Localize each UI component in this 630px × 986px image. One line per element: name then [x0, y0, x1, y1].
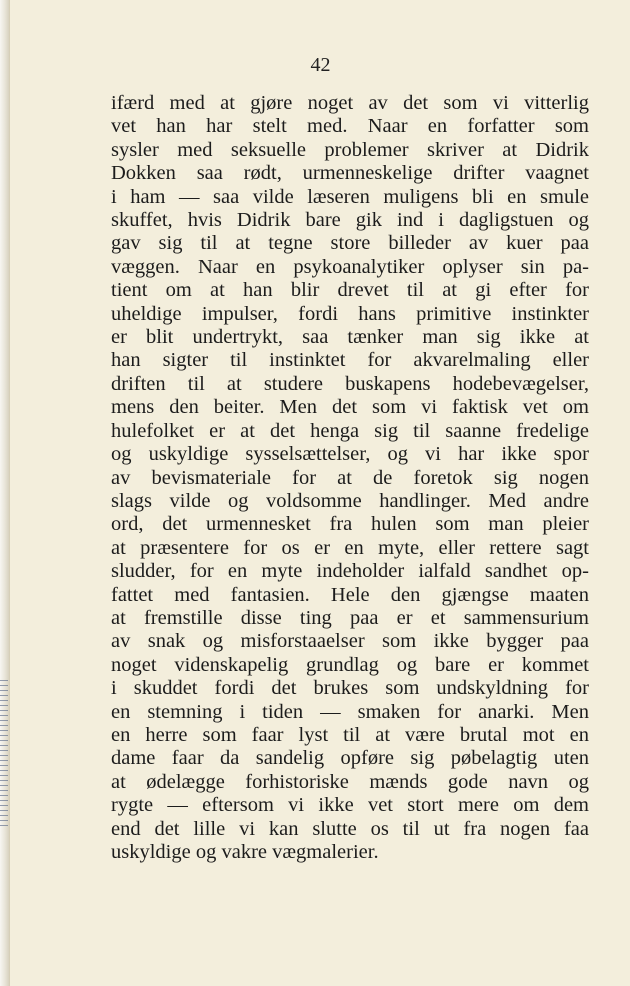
scan-edge-marks	[0, 680, 8, 830]
text-line: gav sig til at tegne store billeder av kuer paa	[111, 232, 589, 255]
text-line: at ødelægge forhistoriske mænds gode navn og	[111, 770, 589, 793]
text-line-last: uskyldige og vakre vægmalerier.	[111, 841, 379, 863]
text-line: ifærd med at gjøre noget av det som vi vitterlig	[111, 92, 589, 114]
text-line: end det lille vi kan slutte os til ut fra nogen faa	[111, 817, 589, 840]
text-line: at præsentere for os er en myte, eller rettere sagt	[111, 536, 589, 559]
text-line: hulefolket er at det henga sig til saanne fredelige	[111, 419, 589, 442]
page-number: 42	[310, 54, 331, 76]
text-line: fattet med fantasien. Hele den gjængse maaten	[111, 583, 589, 606]
text-line: i ham — saa vilde læseren muligens bli en smule	[111, 185, 589, 208]
text-line: en stemning i tiden — smaken for anarki. Men	[111, 700, 589, 723]
text-line: han sigter til instinktet for akvarelmaling eller	[111, 349, 589, 372]
text-line: tient om at han blir drevet til at gi efter for	[111, 279, 589, 302]
text-line: rygte — eftersom vi ikke vet stort mere om dem	[111, 794, 589, 817]
text-line: er blit undertrykt, saa tænker man sig ikke at	[111, 326, 589, 349]
text-line: skuffet, hvis Didrik bare gik ind i dagligstuen og	[111, 209, 589, 232]
body-text	[111, 92, 589, 864]
text-line: og uskyldige sysselsættelser, og vi har ikke spor	[111, 443, 589, 466]
text-line: noget videnskapelig grundlag og bare er kommet	[111, 653, 589, 676]
text-line: mens den beiter. Men det som vi faktisk vet om	[111, 396, 589, 419]
text-line: en herre som faar lyst til at være brutal mot en	[111, 723, 589, 746]
text-line: dame faar da sandelig opføre sig pøbelagtig uten	[111, 747, 589, 770]
text-line: av bevismateriale for at de foretok sig nogen	[111, 466, 589, 489]
text-line: væggen. Naar en psykoanalytiker oplyser sin pa-	[111, 255, 589, 278]
text-line: sysler med seksuelle problemer skriver at Didrik	[111, 138, 589, 161]
text-line: vet han har stelt med. Naar en forfatter som	[111, 115, 589, 138]
text-line: at fremstille disse ting paa er et sammensurium	[111, 606, 589, 629]
book-page	[9, 0, 630, 986]
text-line: slags vilde og voldsomme handlinger. Med andre	[111, 489, 589, 512]
text-line: av snak og misforstaaelser som ikke bygger paa	[111, 630, 589, 653]
text-line: ord, det urmennesket fra hulen som man pleier	[111, 513, 589, 536]
text-line: sludder, for en myte indeholder ialfald sandhet op-	[111, 560, 589, 583]
text-line: i skuddet fordi det brukes som undskyldning for	[111, 677, 589, 700]
text-line: uheldige impulser, fordi hans primitive instinkter	[111, 302, 589, 325]
scan-left-edge	[0, 0, 9, 986]
text-line: driften til at studere buskapens hodebevægelser,	[111, 372, 589, 395]
text-line: Dokken saa rødt, urmenneskelige drifter vaagnet	[111, 162, 589, 185]
